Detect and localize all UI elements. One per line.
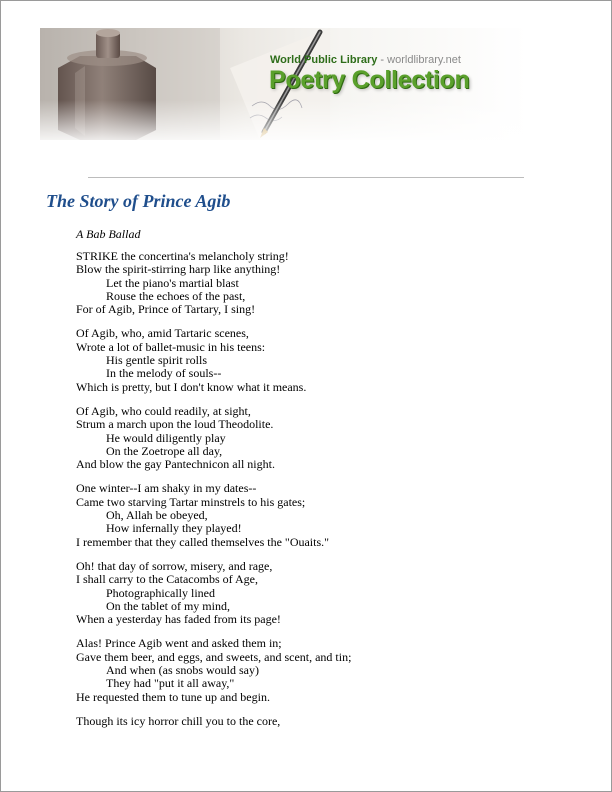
poem-line: Alas! Prince Agib went and asked them in; — [76, 636, 282, 651]
poem-stanza — [76, 250, 576, 316]
poem-stanza — [76, 637, 576, 703]
poem-line: When a yesterday has faded from its page! — [76, 612, 281, 627]
poem-line: Blow the spirit-stirring harp like anything! — [76, 262, 281, 277]
poem-subtitle: A Bab Ballad — [76, 227, 141, 241]
poem-stanza — [76, 405, 576, 471]
poem-line: Of Agib, who could readily, at sight, — [76, 403, 251, 418]
poem-line: How infernally they played! — [106, 521, 242, 536]
poem-line: On the tablet of my mind, — [106, 598, 230, 613]
poem-line: In the melody of souls-- — [106, 366, 222, 381]
poem-line: For of Agib, Prince of Tartary, I sing! — [76, 302, 256, 317]
poem-body — [76, 250, 576, 739]
poem-stanza — [76, 482, 576, 548]
poem-line: And when (as snobs would say) — [106, 663, 259, 678]
banner-fade — [40, 100, 528, 140]
library-separator: - — [377, 54, 388, 66]
poem-stanza — [76, 327, 576, 393]
poem-line: And blow the gay Pantechnicon all night. — [76, 457, 275, 472]
poem-line: Gave them beer, and eggs, and sweets, and scent, and tin; — [76, 649, 352, 664]
poem-line: Strum a march upon the loud Theodolite. — [76, 417, 274, 432]
poem-line: One winter--I am shaky in my dates-- — [76, 481, 257, 496]
header-banner — [40, 28, 528, 140]
collection-title: Poetry Collection — [269, 66, 470, 94]
poem-line: He requested them to tune up and begin. — [76, 689, 270, 704]
poem-line: STRIKE the concertina's melancholy string! — [76, 249, 289, 263]
poem-line: His gentle spirit rolls — [106, 353, 207, 368]
poem-stanza — [76, 715, 576, 728]
poem-line: Photographically lined — [106, 585, 215, 600]
poem-line: They had "put it all away," — [106, 676, 235, 691]
poem-line: Let the piano's martial blast — [106, 275, 239, 290]
poem-line: He would diligently play — [106, 430, 226, 445]
poem-line: Oh, Allah be obeyed, — [106, 508, 208, 523]
library-name — [270, 54, 461, 66]
poem-line: Came two starving Tartar minstrels to his gates; — [76, 494, 306, 509]
poem-line: Oh! that day of sorrow, misery, and rage, — [76, 558, 273, 573]
library-name-text: World Public Library — [270, 54, 378, 66]
poem-line: I shall carry to the Catacombs of Age, — [76, 572, 258, 587]
poem-line: Though its icy horror chill you to the core, — [76, 713, 281, 728]
library-site: worldlibrary.net — [387, 54, 461, 66]
poem-line: Which is pretty, but I don't know what it means. — [76, 379, 307, 394]
poem-stanza — [76, 560, 576, 626]
page-title: The Story of Prince Agib — [46, 191, 231, 211]
poem-line: Wrote a lot of ballet-music in his teens: — [76, 339, 266, 354]
divider — [88, 177, 524, 178]
poem-line: On the Zoetrope all day, — [106, 443, 223, 458]
poem-line: Of Agib, who, amid Tartaric scenes, — [76, 326, 249, 341]
poem-line: I remember that they called themselves the "Ouaits." — [76, 534, 330, 549]
poem-line: Rouse the echoes of the past, — [106, 288, 246, 303]
